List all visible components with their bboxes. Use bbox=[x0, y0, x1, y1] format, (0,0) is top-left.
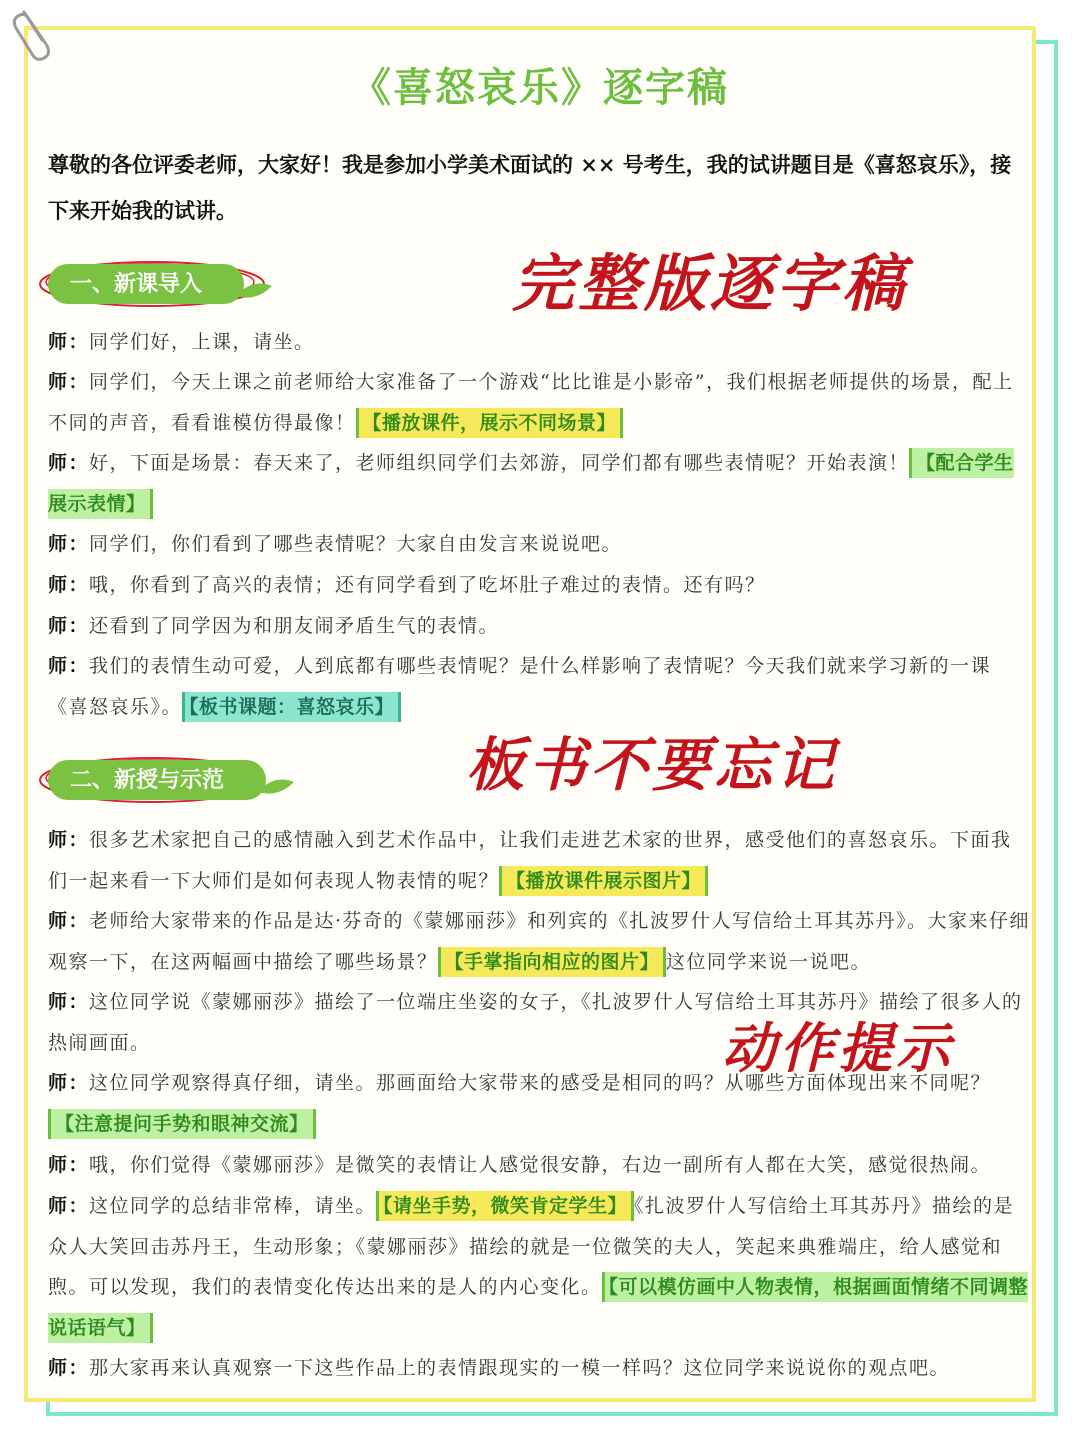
line-4 bbox=[48, 524, 1032, 565]
cue-highlight: 【播放课件展示图片】 bbox=[499, 866, 708, 896]
line-text: 我们的表情生动可爱，人到底都有哪些表情呢？是什么样影响了表情呢？今天我们就来学习新的一课《喜怒哀乐》。 bbox=[48, 655, 992, 718]
teacher-label: 师： bbox=[48, 1357, 90, 1379]
line-text: 这位同学说《蒙娜丽莎》描绘了一位端庄坐姿的女子，《扎波罗什人写信给土耳其苏丹》描绘了很多人的热闹画面。 bbox=[48, 991, 1023, 1054]
line-text: 这位同学的总结非常棒，请坐。 bbox=[89, 1195, 377, 1217]
line-text: 老师给大家带来的作品是达·芬奇的《蒙娜丽莎》和列宾的《扎波罗什人写信给土耳其苏丹》。大家来仔细观察一下，在这两幅画中描绘了哪些场景？ bbox=[48, 910, 1031, 973]
line-text: 同学们，今天上课之前老师给大家准备了一个游戏“比比谁是小影帝”，我们根据老师提供的场景，配上不同的声音，看看谁模仿得最像！ bbox=[48, 371, 1014, 434]
cue-highlight: 【板书课题：喜怒哀乐】 bbox=[182, 692, 401, 722]
line-text: 很多艺术家把自己的感情融入到艺术作品中，让我们走进艺术家的世界，感受他们的喜怒哀乐。下面我们一起来看一下大师们是如何表现人物表情的呢？ bbox=[48, 829, 1012, 892]
cue-highlight: 【可以模仿画中人物表情，根据画面情绪不同调整说话语气】 bbox=[48, 1272, 1028, 1343]
line-text: 哦，你看到了高兴的表情；还有同学看到了吃坏肚子难过的表情。还有吗？ bbox=[89, 574, 766, 596]
section-label: 一、新课导入 bbox=[48, 264, 244, 304]
line-text: 这位同学观察得真仔细，请坐。那画面给大家带来的感受是相同的吗？从哪些方面体现出来不同呢？ bbox=[89, 1072, 992, 1094]
annotation-complete-script: 完整版逐字稿 bbox=[512, 247, 909, 320]
line-text: 《扎波罗什人写信给土耳其苏丹》描绘的是众人大笑回击苏丹王，生动形象；《蒙娜丽莎》描绘的就是一位微笑的夫人，笑起来典雅端庄，给人感觉和煦。可以发现，我们的表情变化传达出来的是人的内心变化。 bbox=[48, 1195, 1015, 1299]
teacher-label: 师： bbox=[48, 452, 90, 474]
teacher-label: 师： bbox=[48, 1195, 90, 1217]
teacher-label: 师： bbox=[48, 910, 90, 932]
teacher-label: 师： bbox=[48, 1072, 90, 1094]
line-text: 那大家再来认真观察一下这些作品上的表情跟现实的一模一样吗？这位同学来说说你的观点吧。 bbox=[89, 1357, 951, 1379]
leaf-icon bbox=[234, 278, 274, 302]
teacher-label: 师： bbox=[48, 615, 90, 637]
line-11 bbox=[48, 1063, 1032, 1144]
line-2 bbox=[48, 362, 1032, 443]
line-5 bbox=[48, 565, 1032, 606]
teacher-label: 师： bbox=[48, 991, 90, 1013]
line-1 bbox=[48, 322, 1032, 363]
annotation-blackboard-reminder: 板书不要忘记 bbox=[466, 731, 839, 799]
line-7 bbox=[48, 646, 1032, 727]
line-text: 这位同学来说一说吧。 bbox=[666, 950, 872, 973]
teacher-label: 师： bbox=[48, 1154, 90, 1176]
cue-highlight: 【手掌指向相应的图片】 bbox=[438, 947, 667, 977]
teacher-label: 师： bbox=[48, 655, 90, 677]
section-header-1 bbox=[48, 256, 278, 310]
page-title: 《喜怒哀乐》逐字稿 bbox=[351, 64, 729, 111]
line-text: 哦，你们觉得《蒙娜丽莎》是微笑的表情让人感觉很安静，右边一副所有人都在大笑，感觉很热闹。 bbox=[89, 1154, 992, 1176]
teacher-label: 师： bbox=[48, 533, 90, 555]
line-14 bbox=[48, 1348, 1032, 1389]
teacher-label: 师： bbox=[48, 829, 90, 851]
line-text: 还看到了同学因为和朋友闹矛盾生气的表情。 bbox=[89, 615, 500, 637]
cue-highlight: 【配合学生展示表情】 bbox=[48, 448, 1014, 519]
line-text: 好，下面是场景：春天来了，老师组织同学们去郊游，同学们都有哪些表情呢？开始表演！ bbox=[89, 452, 910, 474]
line-text: 同学们，你们看到了哪些表情呢？大家自由发言来说说吧。 bbox=[89, 533, 623, 555]
cue-highlight: 【请坐手势，微笑肯定学生】 bbox=[376, 1191, 634, 1221]
line-text: 同学们好，上课，请坐。 bbox=[89, 331, 315, 353]
cue-highlight: 【播放课件，展示不同场景】 bbox=[356, 408, 624, 438]
teacher-label: 师： bbox=[48, 331, 90, 353]
line-12 bbox=[48, 1145, 1032, 1186]
annotation-action-cue: 动作提示 bbox=[722, 1016, 954, 1080]
intro-paragraph: 尊敬的各位评委老师，大家好！我是参加小学美术面试的 ×× 号考生，我的试讲题目是《喜怒哀乐》，接下来开始我的试讲。 bbox=[48, 152, 1012, 223]
line-3 bbox=[48, 443, 1032, 524]
line-8 bbox=[48, 820, 1032, 901]
teacher-label: 师： bbox=[48, 574, 90, 596]
teacher-label: 师： bbox=[48, 371, 90, 393]
line-6 bbox=[48, 606, 1032, 647]
leaf-icon bbox=[256, 774, 296, 798]
section-header-2 bbox=[48, 752, 278, 806]
cue-highlight: 【注意提问手势和眼神交流】 bbox=[48, 1109, 316, 1139]
section-label: 二、新授与示范 bbox=[48, 760, 266, 800]
paperclip-icon bbox=[10, 4, 56, 62]
line-9 bbox=[48, 901, 1032, 982]
line-13 bbox=[48, 1186, 1032, 1348]
